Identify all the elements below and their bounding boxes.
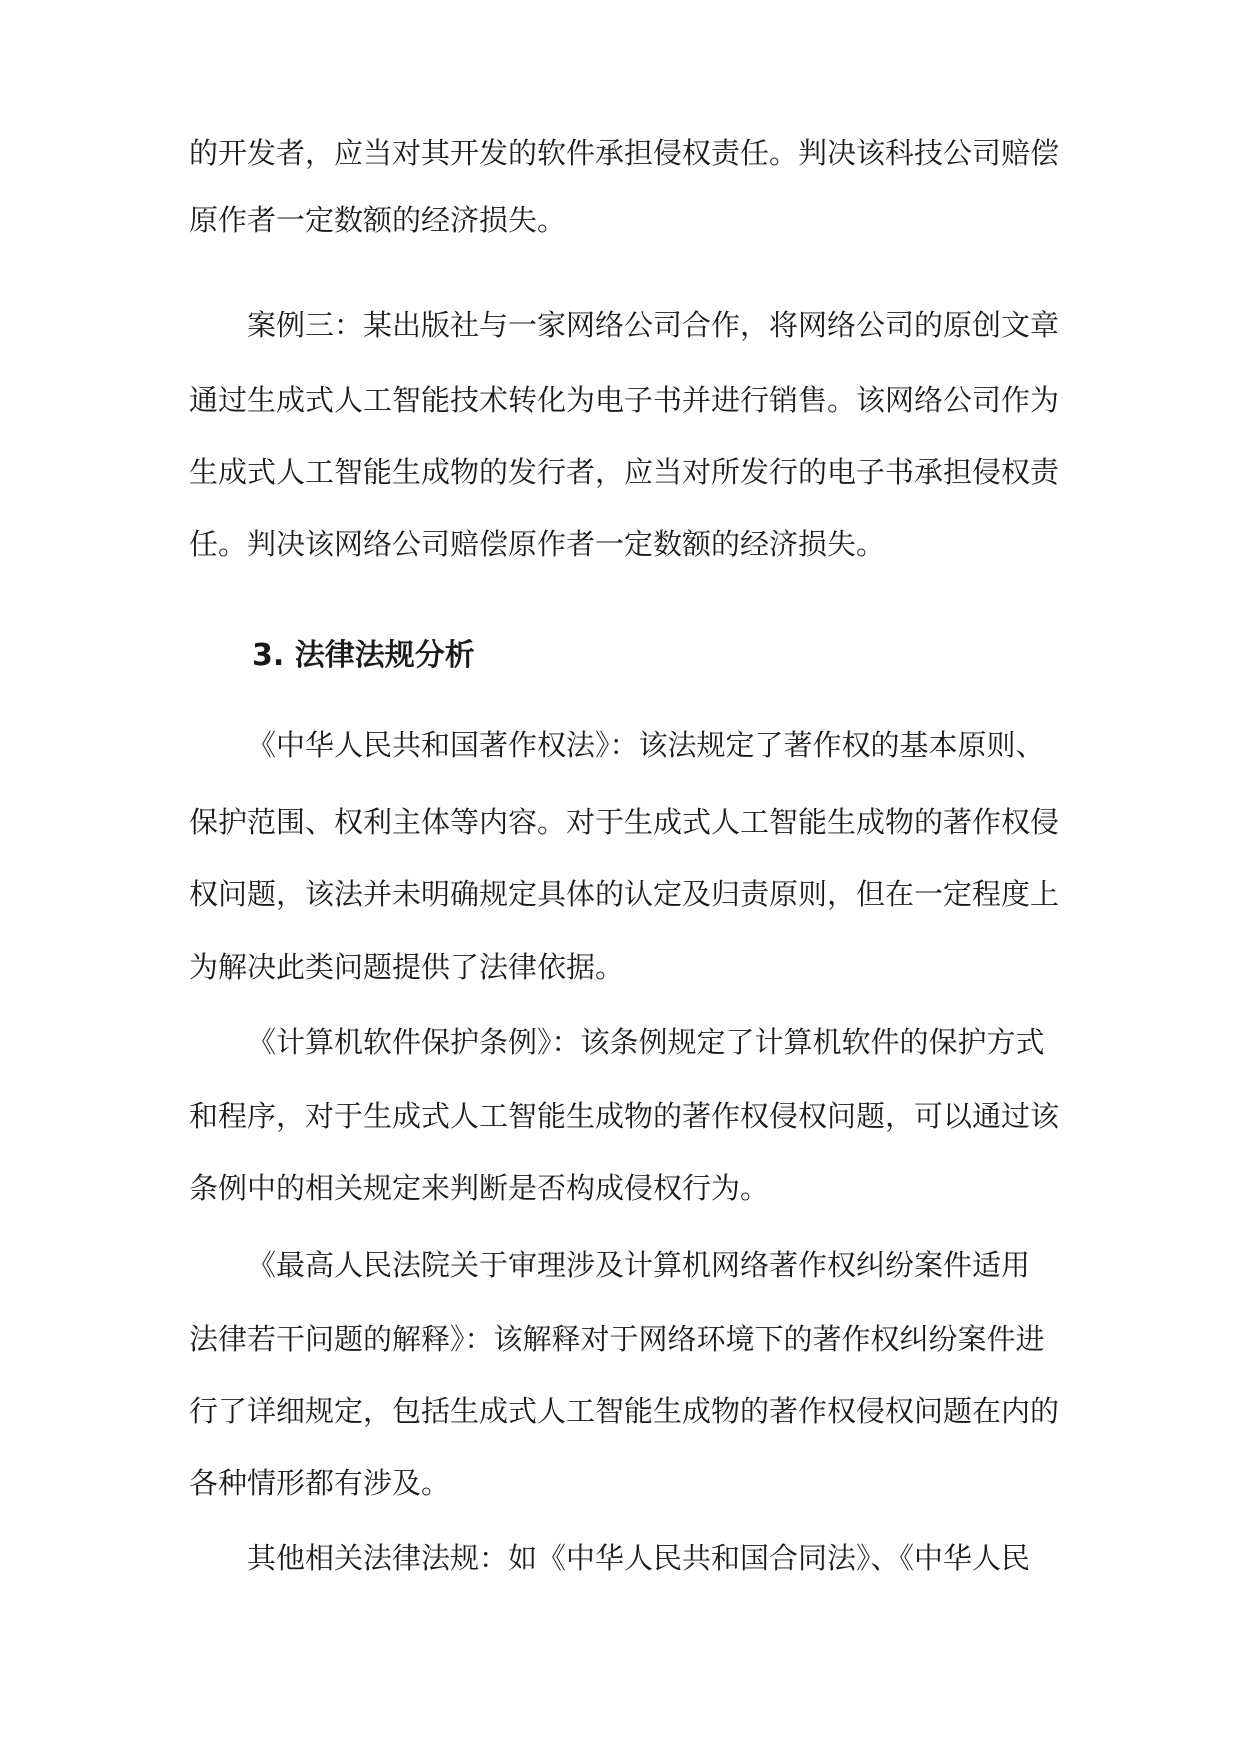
paragraph-line: 生成式人工智能生成物的发行者，应当对所发行的电子书承担侵权责 xyxy=(189,455,1060,489)
paragraph-line: 通过生成式人工智能技术转化为电子书并进行销售。该网络公司作为 xyxy=(189,383,1060,417)
paragraph-line: 保护范围、权利主体等内容。对于生成式人工智能生成物的著作权侵 xyxy=(189,805,1060,839)
paragraph-line: 权问题，该法并未明确规定具体的认定及归责原则，但在一定程度上 xyxy=(189,877,1060,911)
paragraph-line: 《计算机软件保护条例》：该条例规定了计算机软件的保护方式 xyxy=(247,1025,1045,1059)
paragraph-line: 条例中的相关规定来判断是否构成侵权行为。 xyxy=(189,1171,770,1205)
paragraph-line: 任。判决该网络公司赔偿原作者一定数额的经济损失。 xyxy=(189,527,886,561)
paragraph-line: 《最高人民法院关于审理涉及计算机网络著作权纠纷案件适用 xyxy=(247,1248,1031,1282)
paragraph-line: 的开发者，应当对其开发的软件承担侵权责任。判决该科技公司赔偿 xyxy=(189,136,1060,170)
paragraph-line: 法律若干问题的解释》：该解释对于网络环境下的著作权纠纷案件进 xyxy=(189,1322,1045,1356)
paragraph-line: 为解决此类问题提供了法律依据。 xyxy=(189,950,625,984)
paragraph-line: 各种情形都有涉及。 xyxy=(189,1466,451,1500)
paragraph-line: 行了详细规定，包括生成式人工智能生成物的著作权侵权问题在内的 xyxy=(189,1394,1060,1428)
paragraph-line: 案例三：某出版社与一家网络公司合作，将网络公司的原创文章 xyxy=(247,308,1060,342)
paragraph-line: 《中华人民共和国著作权法》：该法规定了著作权的基本原则、 xyxy=(247,728,1045,762)
section-heading: 3. 法律法规分析 xyxy=(252,638,475,673)
paragraph-line: 其他相关法律法规：如《中华人民共和国合同法》、《中华人民 xyxy=(247,1541,1031,1575)
paragraph-line: 原作者一定数额的经济损失。 xyxy=(189,203,567,237)
paragraph-line: 和程序，对于生成式人工智能生成物的著作权侵权问题，可以通过该 xyxy=(189,1099,1060,1133)
